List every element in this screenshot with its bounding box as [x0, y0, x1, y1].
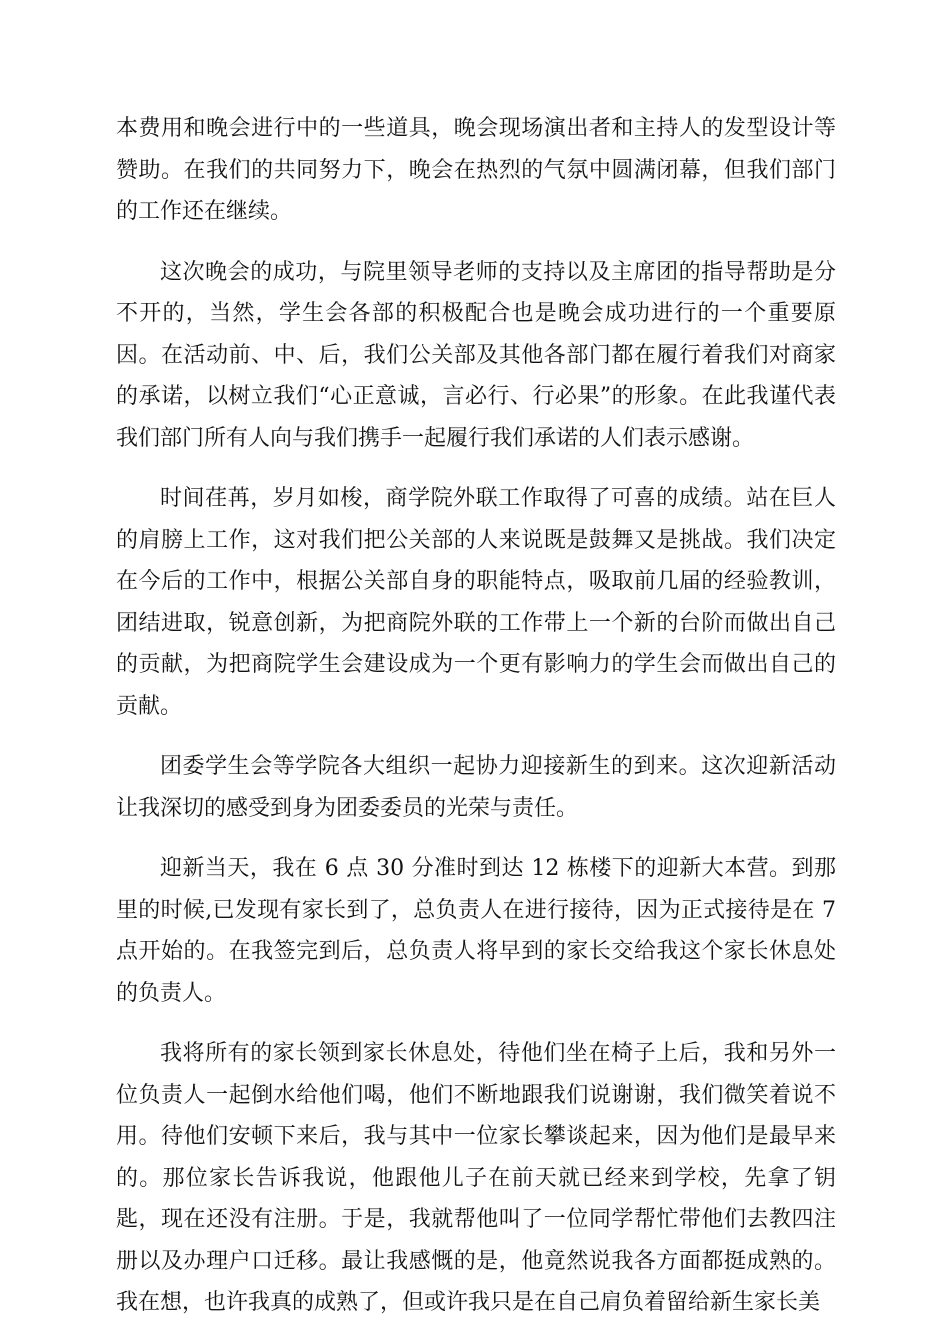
document-page [116, 108, 836, 1343]
paragraph-6: 我将所有的家长领到家长休息处，待他们坐在椅子上后，我和另外一位负责人一起倒水给他们喝，他们不断地跟我们说谢谢，我们微笑着说不用。待他们安顿下来后，我与其中一位家长攀谈起来，因为他们是最早来的。那位家长告诉我说，他跟他儿子在前天就已经来到学校，先拿了钥匙，现在还没有注册。于是，我就帮他叫了一位同学帮忙带他们去教四注册以及办理户口迁移。最让我感慨的是，他竟然说我各方面都挺成熟的。我在想，也许我真的成熟了，但或许我只是在自己肩负着留给新生家长美 [116, 1041, 836, 1315]
paragraph-4: 团委学生会等学院各大组织一起协力迎接新生的到来。这次迎新活动让我深切的感受到身为团委委员的光荣与责任。 [116, 754, 836, 821]
paragraph-2: 这次晚会的成功，与院里领导老师的支持以及主席团的指导帮助是分不开的，当然，学生会各部的积极配合也是晚会成功进行的一个重要原因。在活动前、中、后，我们公关部及其他各部门都在履行着我们对商家的承诺，以树立我们“心正意诚，言必行、行必果”的形象。在此我谨代表我们部门所有人向与我们携手一起履行我们承诺的人们表示感谢。 [116, 259, 836, 451]
paragraph-5: 迎新当天，我在 6 点 30 分准时到达 12 栋楼下的迎新大本营。到那里的时候,已发现有家长到了，总负责人在进行接待，因为正式接待是在 7 点开始的。在我签完到后，总负责人将早到的家长交给我这个家长休息处的负责人。 [116, 856, 836, 1006]
paragraph-1: 本费用和晚会进行中的一些道具，晚会现场演出者和主持人的发型设计等赞助。在我们的共同努力下，晚会在热烈的气氛中圆满闭幕，但我们部门的工作还在继续。 [116, 116, 836, 224]
paragraph-3: 时间荏苒，岁月如梭，商学院外联工作取得了可喜的成绩。站在巨人的肩膀上工作，这对我们把公关部的人来说既是鼓舞又是挑战。我们决定在今后的工作中，根据公关部自身的职能特点，吸取前几届的经验教训，团结进取，锐意创新，为把商院外联的工作带上一个新的台阶而做出自己的贡献，为把商院学生会建设成为一个更有影响力的学生会而做出自己的贡献。 [116, 486, 836, 719]
